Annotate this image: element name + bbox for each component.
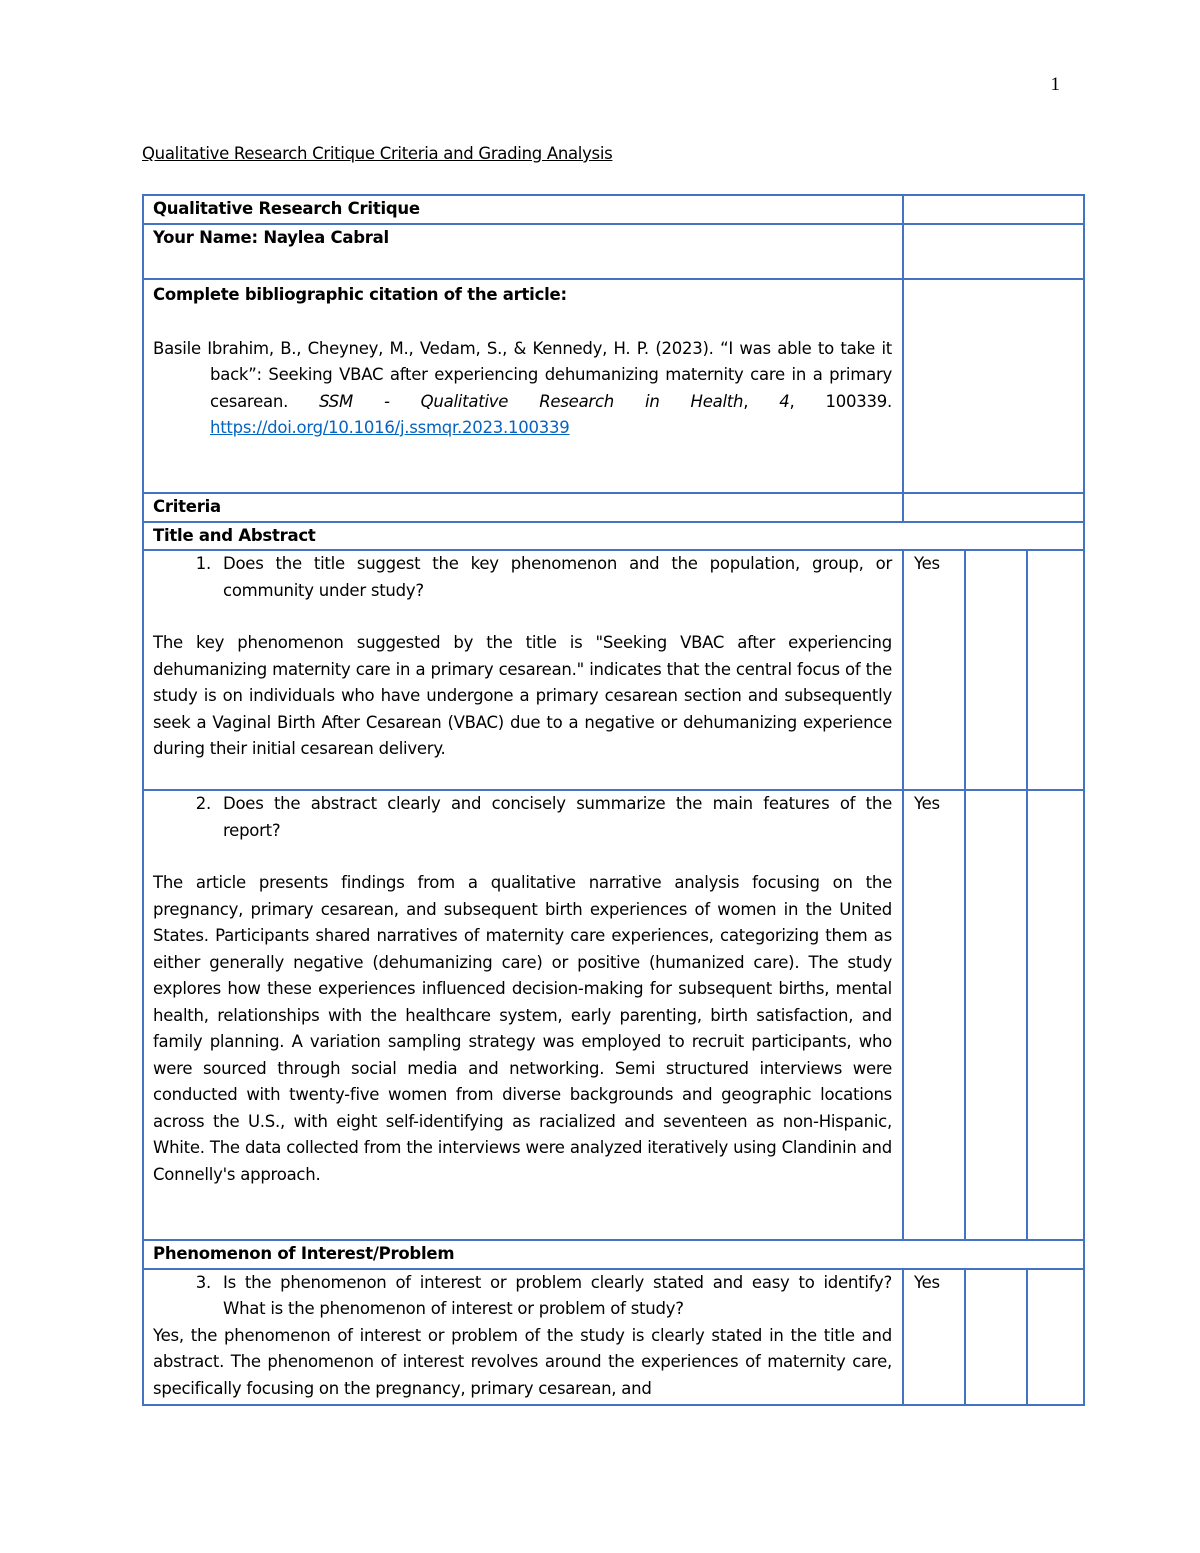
citation-pages: , 100339. (789, 391, 892, 411)
empty-cell (1027, 790, 1084, 1240)
question-response: The article presents findings from a qualitative narrative analysis focusing on the pregnancy, primary cesarean, and subsequent birth experiences of women in the United States. Participants shared narratives of maternity care experiences, categorizing them as either generally negative (dehumanizing care) or positive (humanized care). The study explores how these experiences influenced decision-making for subsequent births, mental health, relationships with the healthcare system, early parenting, birth satisfaction, and family planning. A variation sampling strategy was employed to recruit participants, who were sourced through social media and networking. Semi structured interviews were conducted with twenty-five women from diverse backgrounds and geographic locations across the U.S., with eight self-identifying as racialized and seventeen as non-Hispanic, White. The data collected from the interviews were analyzed iteratively using Clandinin and Connelly's approach. (153, 873, 892, 1184)
table-heading: Qualitative Research Critique (143, 195, 903, 224)
answer-cell: Yes (903, 790, 965, 1240)
bibliographic-citation (153, 336, 892, 442)
citation-authors: Basile Ibrahim, B., Cheyney, M., Vedam, S., & Kennedy, H. P. (2023). “I was able to take it back”: Seeking VBAC after experiencing dehumanizing maternity care in a primary cesarean. (153, 338, 892, 411)
question-cell (143, 790, 903, 1240)
section-phenomenon: Phenomenon of Interest/Problem (143, 1240, 1084, 1269)
section-title-abstract: Title and Abstract (143, 522, 1084, 551)
question-cell (143, 550, 903, 790)
citation-separator: , (743, 391, 780, 411)
empty-cell (1027, 1269, 1084, 1405)
question-response: The key phenomenon suggested by the title is "Seeking VBAC after experiencing dehumanizing maternity care in a primary cesarean." indicates that the central focus of the study is on individuals who have undergone a primary cesarean section and subsequently seek a Vaginal Birth After Cesarean (VBAC) due to a negative or dehumanizing experience during their initial cesarean delivery. (153, 633, 892, 758)
question-number: 1. (195, 554, 211, 573)
question-number: 3. (195, 1272, 211, 1292)
empty-cell (965, 550, 1027, 790)
table-row (143, 493, 1084, 522)
question-text: Does the abstract clearly and concisely summarize the main features of the report? (223, 794, 892, 840)
table-row (143, 522, 1084, 551)
answer-cell: Yes (903, 550, 965, 790)
empty-cell (903, 224, 1084, 279)
empty-cell (903, 493, 1084, 522)
question-cell (143, 1269, 903, 1405)
student-name: Your Name: Naylea Cabral (143, 224, 903, 279)
question-text: Does the title suggest the key phenomenon and the population, group, or community under study? (223, 554, 892, 600)
empty-cell (1027, 550, 1084, 790)
empty-cell (903, 195, 1084, 224)
question-number: 2. (195, 794, 211, 813)
critique-table (142, 194, 1085, 1406)
question-text: Is the phenomenon of interest or problem clearly stated and easy to identify? What is the phenomenon of interest or problem of study? (223, 1272, 892, 1318)
empty-cell (903, 279, 1084, 493)
empty-cell (965, 1269, 1027, 1405)
citation-label: Complete bibliographic citation of the article: (153, 285, 567, 304)
citation-volume: 4 (779, 391, 790, 411)
table-row (143, 790, 1084, 1240)
table-row (143, 224, 1084, 279)
empty-cell (965, 790, 1027, 1240)
citation-cell (143, 279, 903, 493)
table-row (143, 1240, 1084, 1269)
table-row (143, 550, 1084, 790)
question-response: Yes, the phenomenon of interest or problem of the study is clearly stated in the title and abstract. The phenomenon of interest revolves around the experiences of maternity care, specifically focusing on the pregnancy, primary cesarean, and (153, 1325, 892, 1398)
table-row (143, 279, 1084, 493)
page-number: 1 (1050, 74, 1060, 95)
table-row (143, 195, 1084, 224)
question-2 (153, 791, 892, 844)
answer-cell: Yes (903, 1269, 965, 1405)
question-3 (153, 1270, 892, 1323)
citation-journal: SSM - Qualitative Research in Health (319, 391, 744, 411)
citation-doi-link[interactable]: https://doi.org/10.1016/j.ssmqr.2023.100339 (210, 418, 570, 437)
section-criteria: Criteria (143, 493, 903, 522)
table-row (143, 1269, 1084, 1405)
document-title: Qualitative Research Critique Criteria and Grading Analysis (142, 144, 613, 163)
question-1 (153, 551, 892, 604)
question-3-content (153, 1270, 892, 1402)
